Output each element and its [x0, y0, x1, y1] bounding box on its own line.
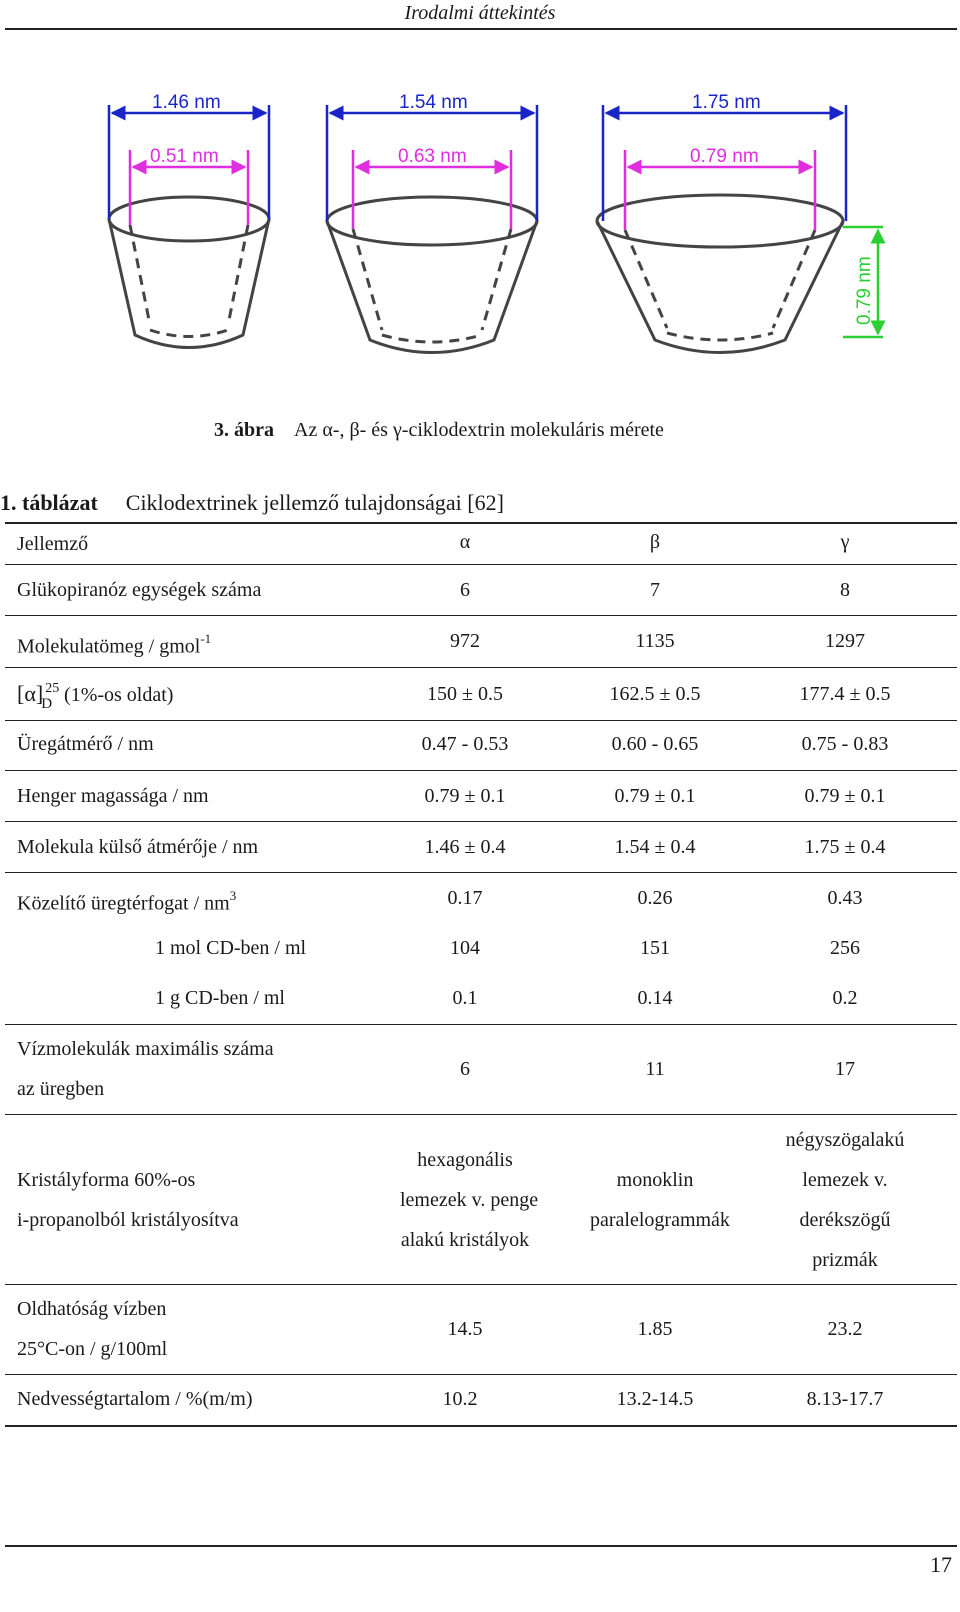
beta-outer-label: 1.54 nm	[399, 92, 468, 113]
table-bottom-rule	[5, 1425, 957, 1427]
cell-alpha: 972	[450, 630, 480, 652]
table-number: 1. táblázat	[0, 490, 98, 515]
row-rule	[5, 720, 957, 721]
cell-alpha: 150 ± 0.5	[427, 683, 503, 705]
page-number: 17	[930, 1552, 952, 1577]
alpha-outer-label: 1.46 nm	[152, 92, 221, 113]
alpha-inner-label: 0.51 nm	[150, 146, 219, 167]
cell-beta: 1.85	[637, 1318, 673, 1340]
row-rule	[5, 1024, 957, 1025]
cell-beta-line: paralelogrammák	[590, 1209, 730, 1231]
row-rule	[5, 1374, 957, 1375]
cell-alpha: 0.1	[452, 987, 478, 1009]
row-label: Glükopiranóz egységek száma	[17, 579, 262, 601]
row-label-line: Kristályforma 60%-os	[17, 1169, 196, 1191]
cell-alpha-line: alakú kristályok	[400, 1229, 530, 1251]
row-rule	[5, 821, 957, 822]
figure-caption-text: Az α-, β- és γ-ciklodextrin molekuláris mérete	[294, 419, 664, 441]
cell-beta: 151	[640, 937, 670, 959]
row-label-text: Molekulatömeg / gmol	[17, 635, 201, 658]
row-rule	[5, 872, 957, 873]
running-head: Irodalmi áttekintés	[404, 2, 556, 24]
row-label: Henger magassága / nm	[17, 785, 209, 807]
header-label: Jellemző	[17, 533, 89, 555]
footer-rule	[5, 1545, 957, 1547]
row-label	[17, 878, 236, 924]
cell-gamma: 0.43	[827, 887, 863, 909]
cell-gamma: 256	[830, 937, 860, 959]
gamma-cone	[597, 195, 843, 353]
header-gamma: γ	[840, 531, 850, 553]
header-alpha: α	[459, 531, 471, 553]
beta-cone	[327, 197, 537, 353]
cell-beta: 13.2-14.5	[616, 1388, 694, 1410]
table-caption	[0, 490, 504, 516]
row-rule	[5, 1284, 957, 1285]
cell-beta: 11	[645, 1058, 665, 1080]
cell-gamma: 177.4 ± 0.5	[799, 683, 891, 705]
gamma-inner-label: 0.79 nm	[690, 146, 759, 167]
cell-gamma: 23.2	[827, 1318, 863, 1340]
cell-gamma-line: derékszögű	[799, 1209, 891, 1231]
row-label-line: Vízmolekulák maximális száma	[17, 1038, 274, 1060]
header-beta: β	[649, 531, 661, 553]
row-label	[17, 621, 211, 667]
row-label: Nedvességtartalom / %(m/m)	[17, 1388, 253, 1410]
cell-gamma: 0.75 - 0.83	[801, 733, 889, 755]
row-label-line: Oldhatóság vízben	[17, 1298, 167, 1320]
cell-alpha: 104	[450, 937, 480, 959]
row-rule	[5, 667, 957, 668]
row-label-text: Közelítő üregtérfogat / nm	[17, 892, 230, 915]
row-rule	[5, 1114, 957, 1115]
row-label-note: (1%-os oldat)	[64, 684, 174, 706]
row-rule	[5, 770, 957, 771]
row-label: Üregátmérő / nm	[17, 733, 154, 755]
row-label: 1 g CD-ben / ml	[155, 987, 285, 1009]
cell-alpha-line: lemezek v. penge	[400, 1189, 539, 1211]
cell-gamma: 17	[835, 1058, 855, 1080]
cell-gamma-line: lemezek v.	[802, 1169, 888, 1191]
cell-gamma: 0.79 ± 0.1	[804, 785, 886, 807]
row-label: 1 mol CD-ben / ml	[155, 937, 307, 959]
row-label-sup: 3	[229, 888, 237, 903]
cell-gamma: 1297	[825, 630, 865, 652]
cone-diagram	[100, 85, 900, 365]
cell-beta: 162.5 ± 0.5	[609, 683, 701, 705]
row-label-sup: -1	[200, 631, 212, 646]
cell-alpha: 1.46 ± 0.4	[424, 836, 506, 858]
figure-number: 3. ábra	[214, 419, 274, 441]
row-label	[17, 674, 173, 718]
row-label-text: [α]	[17, 681, 44, 706]
cell-alpha: 14.5	[447, 1318, 483, 1340]
row-rule	[5, 564, 957, 565]
cell-gamma: 8	[840, 579, 850, 601]
cell-beta: 7	[650, 579, 660, 601]
cell-gamma: 0.2	[832, 987, 858, 1009]
cell-beta: 0.26	[637, 887, 673, 909]
row-label-line: 25°C-on / g/100ml	[17, 1338, 168, 1360]
cell-beta: 1135	[635, 630, 675, 652]
cell-alpha: 0.79 ± 0.1	[424, 785, 506, 807]
cell-alpha: 0.17	[447, 887, 483, 909]
cell-beta: 0.14	[637, 987, 673, 1009]
cell-gamma-line: prizmák	[812, 1249, 878, 1271]
cell-beta: 0.60 - 0.65	[611, 733, 699, 755]
cell-beta: 1.54 ± 0.4	[614, 836, 696, 858]
cell-beta: 0.79 ± 0.1	[614, 785, 696, 807]
beta-inner-label: 0.63 nm	[398, 146, 467, 167]
row-label-line: i-propanolból kristályosítva	[17, 1209, 239, 1231]
gamma-outer-label: 1.75 nm	[692, 92, 761, 113]
cell-gamma: 1.75 ± 0.4	[804, 836, 886, 858]
cell-beta-line: monoklin	[616, 1169, 694, 1191]
row-label-line: az üregben	[17, 1078, 105, 1100]
height-label: 0.79 nm	[854, 256, 875, 325]
figure-caption	[214, 419, 664, 442]
cell-gamma-line: négyszögalakú	[785, 1129, 905, 1151]
cell-gamma: 8.13-17.7	[806, 1388, 884, 1410]
cyclodextrin-size-figure	[100, 85, 900, 365]
table-caption-text: Ciklodextrinek jellemző tulajdonságai [62]	[125, 490, 504, 515]
cell-alpha: 6	[460, 1058, 470, 1080]
row-label: Molekula külső átmérője / nm	[17, 836, 259, 858]
cell-alpha-line: hexagonális	[417, 1149, 513, 1171]
row-label-sup: 25	[45, 681, 60, 696]
cell-alpha: 0.47 - 0.53	[421, 733, 509, 755]
cell-alpha: 10.2	[442, 1388, 478, 1410]
alpha-cone	[109, 197, 269, 348]
header-rule	[5, 28, 957, 30]
cell-alpha: 6	[460, 579, 470, 601]
row-rule	[5, 615, 957, 616]
row-label-sub: D	[41, 696, 53, 712]
